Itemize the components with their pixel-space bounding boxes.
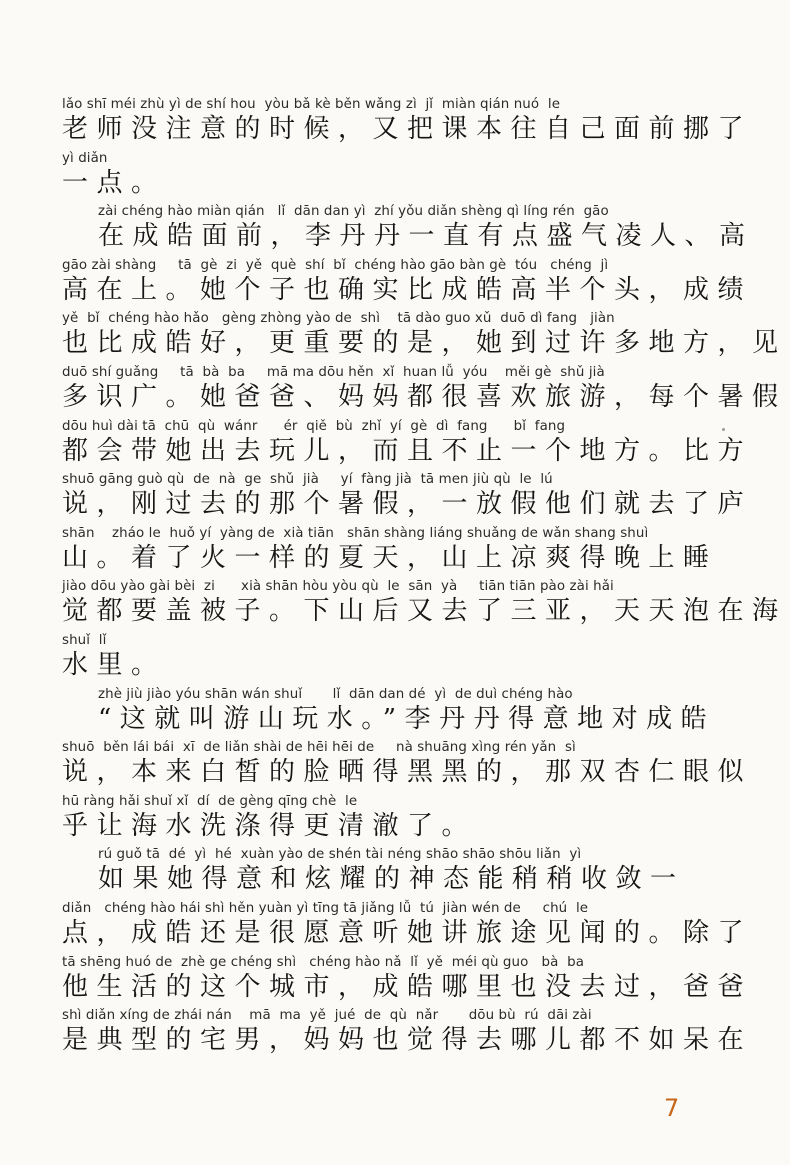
hanzi-line: 说，刚过去的那个暑假，一放假他们就去了庐 [62, 489, 753, 520]
hanzi-line: 乎让海水洗涤得更清澈了。 [62, 810, 477, 841]
hanzi-line: 也比成皓好，更重要的是，她到过许多地方，见 [62, 328, 787, 359]
pinyin-line: diǎn chéng hào hái shì hěn yuàn yì tīng tā jiǎng lǚ tú jiàn wén de chú le [62, 901, 589, 916]
pinyin-line: zhè jiù jiào yóu shān wán shuǐ lǐ dān dan dé yì de duì chéng hào [98, 686, 573, 702]
hanzi-line: 水里。 [62, 650, 166, 680]
hanzi-line: 觉都要盖被子。下山后又去了三亚，天天泡在海 [62, 596, 787, 627]
pinyin-line: hū ràng hǎi shuǐ xǐ dí de gèng qīng chè le [62, 793, 358, 809]
pinyin-line: yì diǎn [62, 150, 108, 166]
hanzi-line: 老师没注意的时候，又把课本往自己面前挪了 [62, 114, 753, 144]
pinyin-line: shì diǎn xíng de zhái nán mā ma yě jué de qù nǎr dōu bù rú dāi zài [62, 1008, 592, 1024]
hanzi-line: “这就叫游山玩水。”李丹丹得意地对成皓 [98, 703, 716, 734]
hanzi-line: 山。着了火一样的夏天，山上凉爽得晚上睡 [62, 542, 718, 573]
hanzi-line: 高在上。她个子也确实比成皓高半个头，成绩 [62, 274, 753, 305]
hanzi-line: 如果她得意和炫耀的神态能稍稍收敛一 [98, 864, 685, 895]
hanzi-line: 是典型的宅男，妈妈也觉得去哪儿都不如呆在 [62, 1025, 753, 1056]
pinyin-line: zài chéng hào miàn qián lǐ dān dan yì zhí yǒu diǎn shèng qì líng rén gāo [98, 204, 609, 220]
hanzi-line: 说，本来白皙的脸晒得黑黑的，那双杏仁眼似 [62, 757, 753, 788]
pinyin-line: jiào dōu yào gài bèi zi xià shān hòu yòu qù le sān yà tiān tiān pào zài hǎi [62, 579, 614, 595]
pinyin-line: yě bǐ chéng hào hǎo gèng zhòng yào de shì tā dào guo xǔ duō dì fang jiàn [62, 311, 615, 327]
pinyin-line: tā shēng huó de zhè ge chéng shì chéng hào nǎ lǐ yě méi qù guo bà ba [62, 954, 585, 970]
page-number: 7 [664, 1094, 680, 1122]
pinyin-line: shān zháo le huǒ yí yàng de xià tiān shān shàng liáng shuǎng de wǎn shang shuì [62, 525, 649, 541]
pinyin-line: shuō gāng guò qù de nà ge shǔ jià yí fàng jià tā men jiù qù le lú [62, 472, 553, 488]
hanzi-line: 点，成皓还是很愿意听她讲旅途见闻的。除了 [62, 918, 753, 948]
pinyin-line: duō shí guǎng tā bà ba mā ma dōu hěn xǐ huan lǚ yóu měi gè shǔ jià [62, 365, 605, 380]
hanzi-line: 都会带她出去玩儿，而且不止一个地方。比方 [62, 435, 753, 466]
hanzi-line: 多识广。她爸爸、妈妈都很喜欢旅游，每个暑假 [62, 382, 787, 412]
hanzi-line: 他生活的这个城市，成皓哪里也没去过，爸爸 [62, 971, 753, 1002]
hanzi-line: 一点。 [62, 167, 166, 198]
pinyin-line: gāo zài shàng tā gè zi yě què shí bǐ chéng hào gāo bàn gè tóu chéng jì [62, 257, 609, 273]
pinyin-line: shuǐ lǐ [62, 633, 107, 648]
pinyin-line: shuō běn lái bái xī de liǎn shài de hēi hēi de nà shuāng xìng rén yǎn sì [62, 740, 576, 756]
paper-speck [722, 428, 725, 431]
hanzi-line: 在成皓面前，李丹丹一直有点盛气凌人、高 [98, 221, 754, 252]
pinyin-line: rú guǒ tā dé yì hé xuàn yào de shén tài néng shāo shāo shōu liǎn yì [98, 847, 582, 863]
pinyin-line: dōu huì dài tā chū qù wánr ér qiě bù zhǐ yí gè dì fang bǐ fang [62, 418, 566, 434]
pinyin-line: lǎo shī méi zhù yì de shí hou yòu bǎ kè běn wǎng zì jǐ miàn qián nuó le [62, 97, 561, 112]
